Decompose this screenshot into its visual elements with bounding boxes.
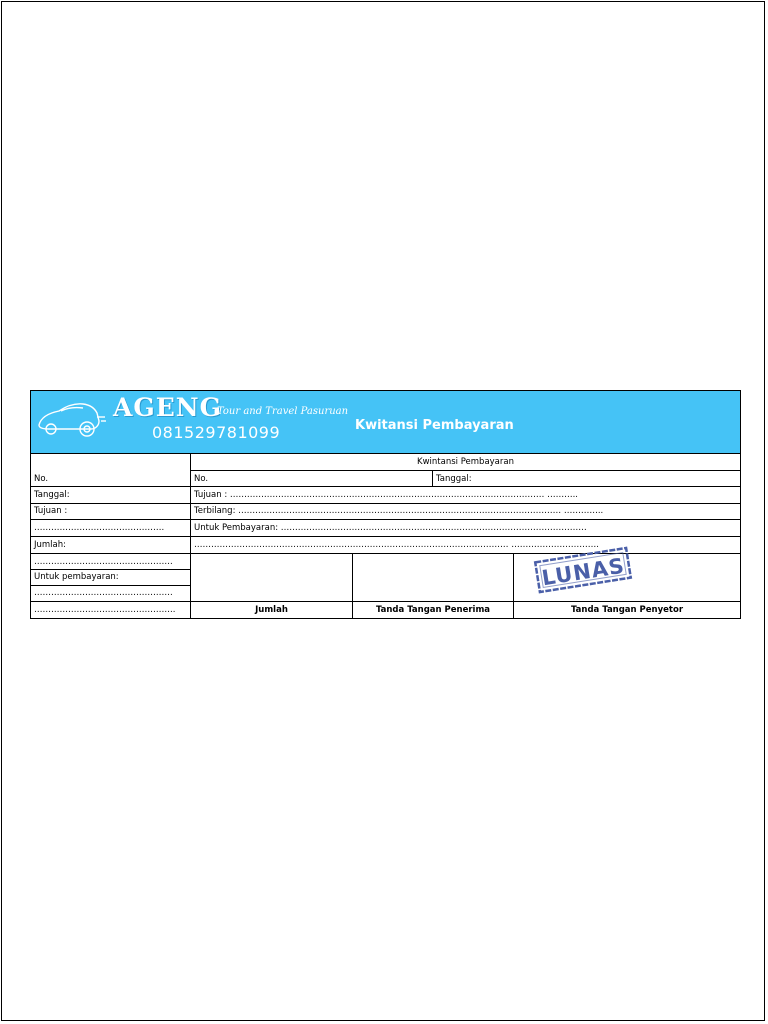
stub-dots-2: …………………………………………. — [34, 557, 173, 567]
main-tujuan-line: Tujuan : ………………………………………………………………………………………………… ……….. — [194, 490, 579, 500]
company-phone: 081529781099 — [152, 423, 281, 442]
stub-no-label: No. — [34, 474, 49, 484]
footer-penyetor: Tanda Tangan Penyetor — [570, 605, 684, 615]
main-terbilang-line: Terbilang: …………………………………………………………………………………………………… ………….. — [194, 506, 604, 516]
stub-jumlah-label: Jumlah: — [34, 540, 66, 550]
company-name: AGENG — [113, 393, 223, 422]
stub-dots-4: ………………………………………….. — [34, 605, 176, 615]
footer-jumlah: Jumlah — [255, 605, 288, 615]
main-tanggal-label: Tanggal: — [436, 474, 472, 484]
stub-tujuan-label: Tujuan : — [34, 506, 68, 516]
stub-untuk-label: Untuk pembayaran: — [34, 572, 119, 582]
banner-title: Kwitansi Pembayaran — [355, 418, 514, 433]
grid-line — [30, 618, 741, 619]
receipt — [30, 390, 741, 619]
stub-dots-1: ………………………………………. — [34, 523, 165, 533]
footer-penerima: Tanda Tangan Penerima — [375, 605, 491, 615]
stamp-text: LUNAS — [540, 553, 627, 591]
grid-line — [190, 553, 740, 554]
stub-tanggal-label: Tanggal: — [34, 490, 70, 500]
main-no-label: No. — [194, 474, 209, 484]
main-header: Kwintansi Pembayaran — [417, 457, 514, 467]
main-jumlah-line: ………………………………………………………………………………………………… …………………………. — [194, 540, 599, 550]
main-untuk-line: Untuk Pembayaran: ……………………………………………………………………………………………… — [194, 523, 587, 533]
receipt-banner — [30, 390, 741, 454]
grid-line — [740, 454, 741, 619]
car-logo-icon — [35, 395, 107, 443]
company-tagline: Tour and Travel Pasuruan — [217, 406, 349, 417]
stub-dots-3: …………………………………………. — [34, 588, 173, 598]
